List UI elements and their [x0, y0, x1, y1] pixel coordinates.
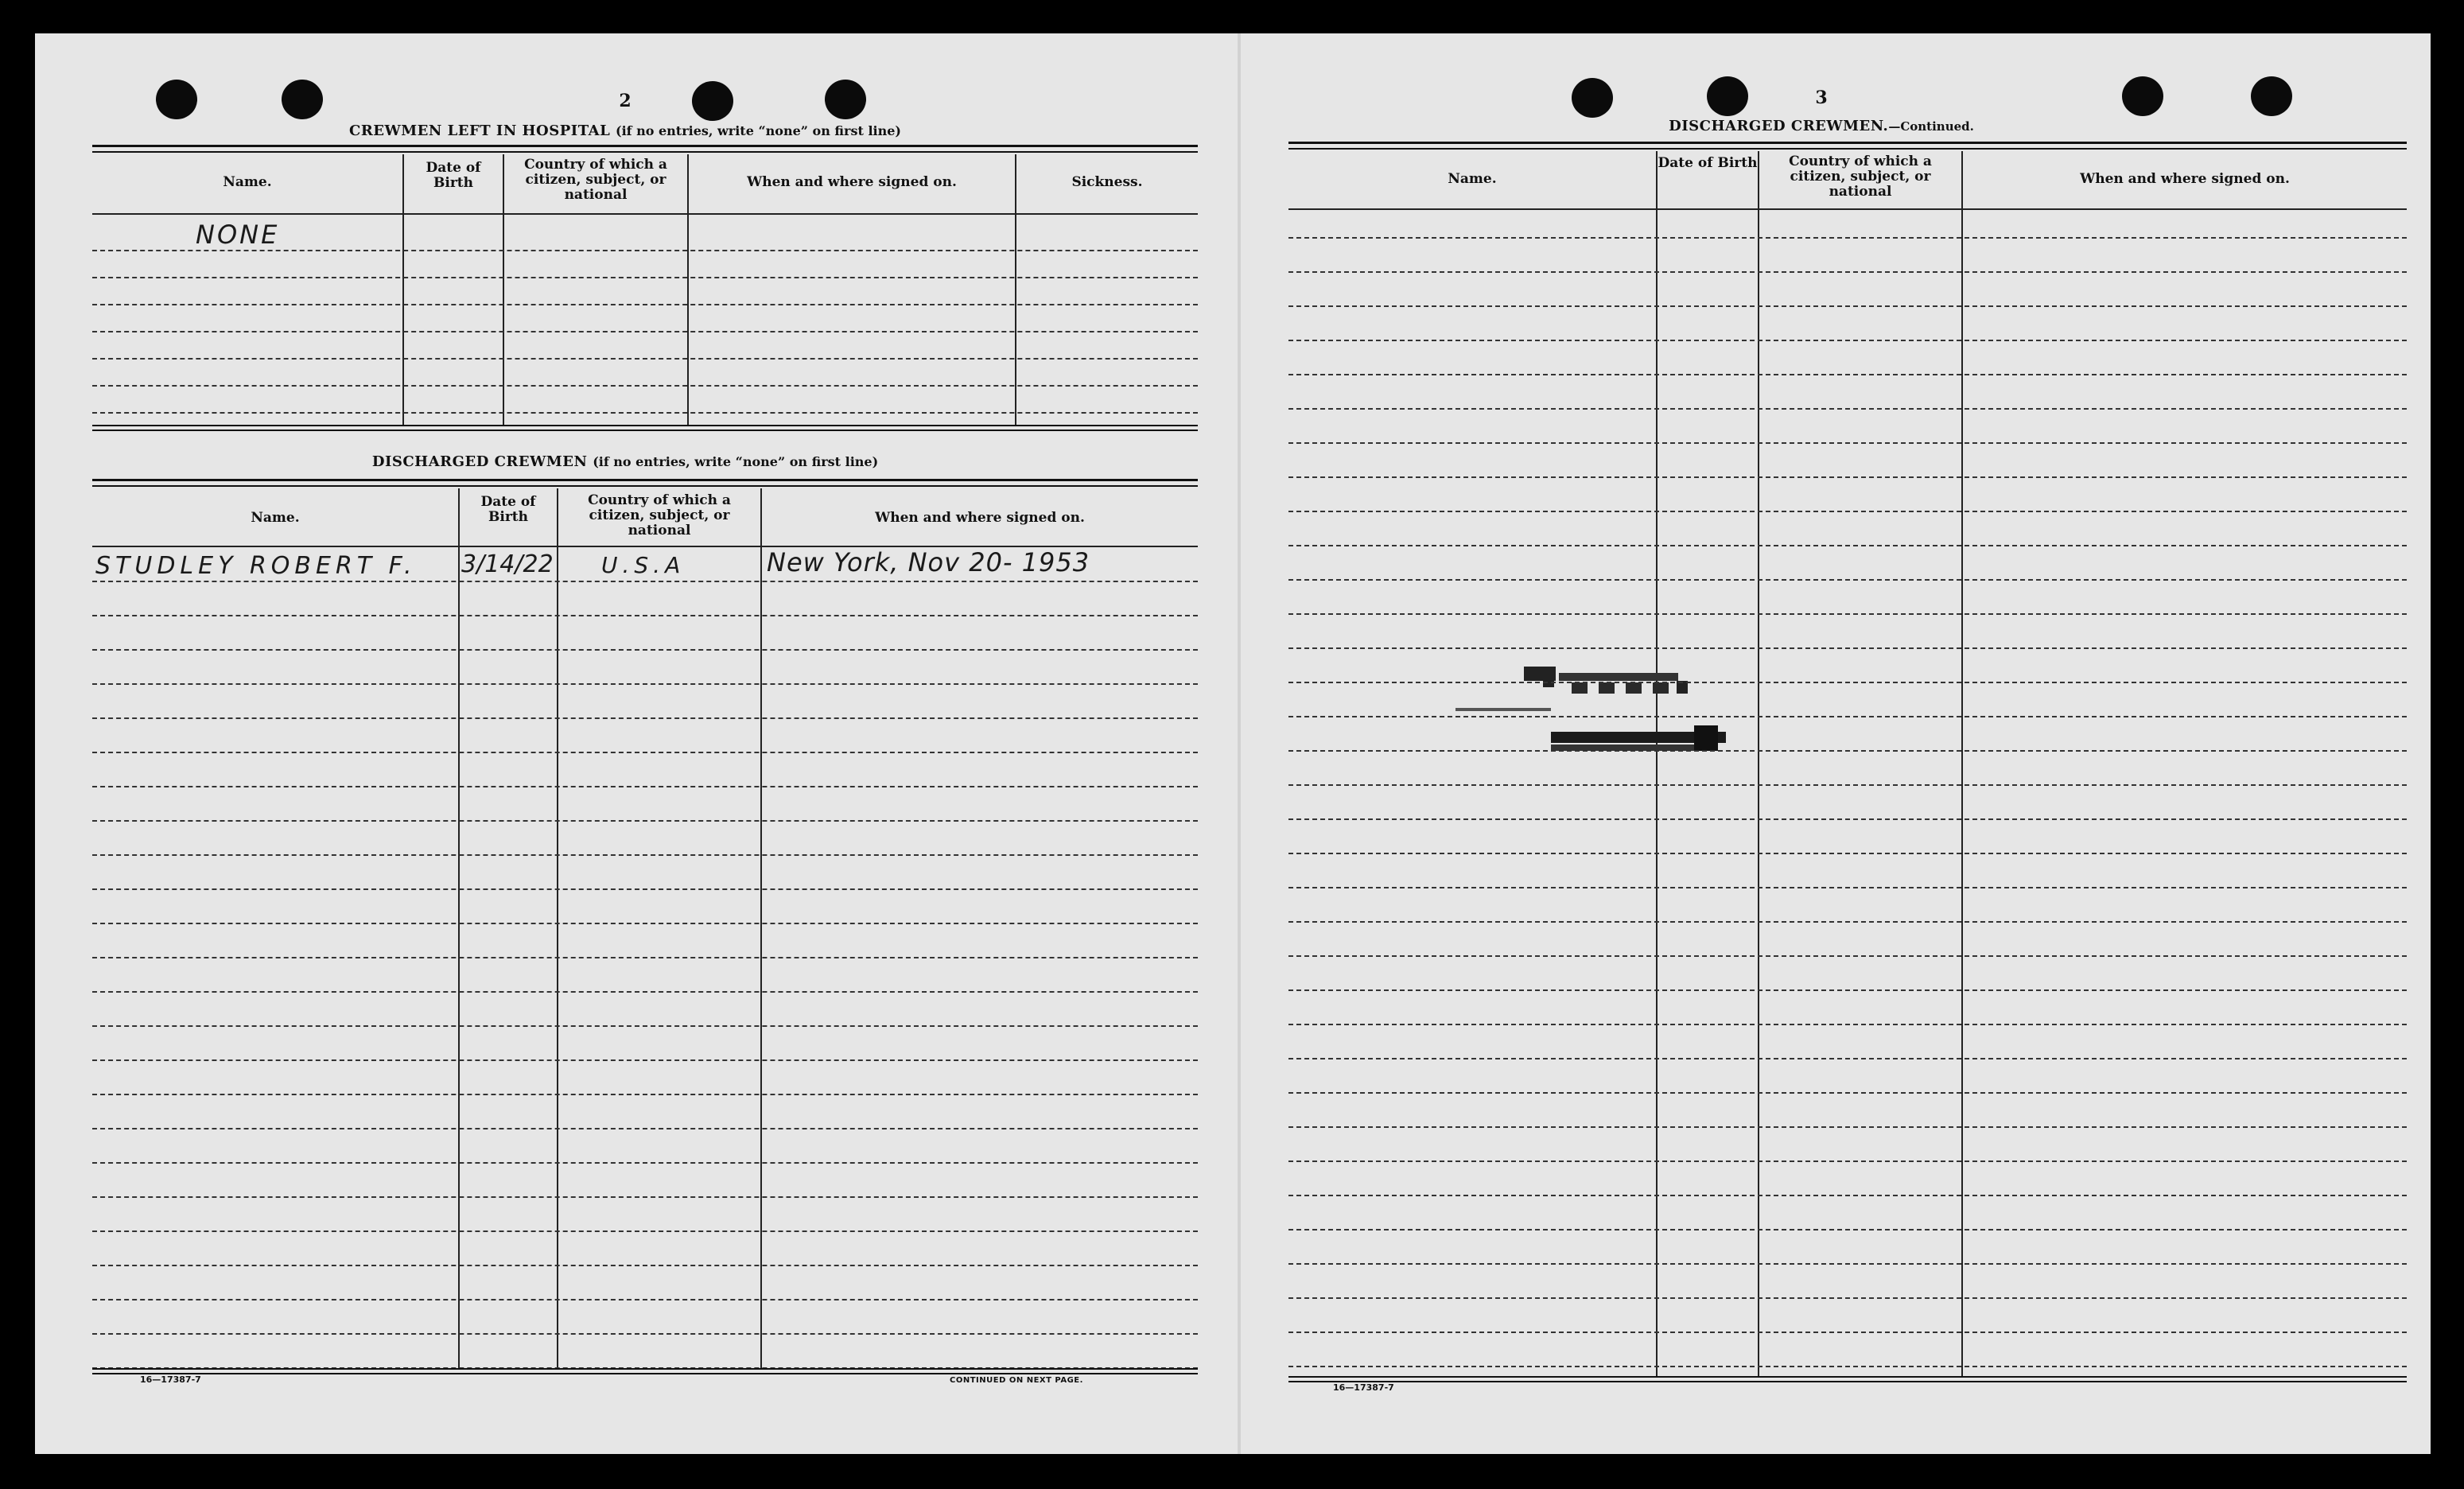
col-signed-on: When and where signed on. [747, 174, 957, 190]
col-name: Name. [251, 510, 300, 526]
ruled-line [92, 1025, 1198, 1027]
ruled-line [1288, 1160, 2407, 1162]
punch-hole [282, 80, 323, 119]
col-signed-on: When and where signed on. [2080, 171, 2290, 187]
top-rule-thin [1288, 148, 2407, 150]
ruled-line [92, 752, 1198, 753]
hospital-entry-none: NONE [196, 220, 280, 250]
ruled-line [92, 786, 1198, 787]
ruled-line [1288, 408, 2407, 410]
ruled-line [92, 1299, 1198, 1300]
ruled-line [92, 649, 1198, 651]
right-title-text: DISCHARGED CREWMEN. [1669, 118, 1889, 134]
ruled-line [1288, 647, 2407, 649]
ruled-line [92, 1094, 1198, 1095]
ruled-line [1288, 887, 2407, 888]
entry-date-of-birth: 3/14/22 [461, 550, 554, 578]
form-number: 16—17387-7 [140, 1374, 201, 1385]
ruled-line [92, 854, 1198, 856]
ruled-line [92, 717, 1198, 719]
ruled-line [1288, 818, 2407, 820]
hospital-table [92, 154, 1198, 426]
page-number: 3 [1815, 87, 1828, 108]
right-page [1241, 33, 2431, 1454]
hospital-subtitle-text: (if no entries, write “none” on first line) [616, 123, 901, 138]
ruled-line [92, 1230, 1198, 1232]
bottom-rule [92, 1368, 1198, 1370]
ruled-line [1288, 750, 2407, 752]
ruled-line [1288, 784, 2407, 786]
top-rule [92, 145, 1198, 147]
bottom-rule [1288, 1376, 2407, 1378]
discharged-subtitle-text: (if no entries, write “none” on first line) [593, 454, 879, 469]
continued-note: CONTINUED ON NEXT PAGE. [950, 1376, 1083, 1385]
ruled-line [1288, 989, 2407, 991]
ruled-line [92, 250, 1198, 251]
ruled-line [92, 358, 1198, 360]
punch-hole [1707, 76, 1748, 116]
ruled-line [1288, 305, 2407, 307]
col-date-of-birth: Date of Birth [480, 494, 536, 525]
ruled-line [92, 1265, 1198, 1266]
ruled-line [1288, 921, 2407, 923]
punch-hole [692, 81, 733, 121]
left-page [35, 33, 1241, 1454]
ink-smudge-mark [1432, 660, 1734, 787]
ruled-line [1288, 1024, 2407, 1025]
ruled-line [1288, 853, 2407, 854]
ruled-line [1288, 613, 2407, 615]
ruled-line [92, 412, 1198, 414]
ruled-line [92, 1196, 1198, 1198]
col-date-of-birth: Date of Birth [1658, 155, 1758, 171]
bottom-rule [92, 1373, 1198, 1374]
punch-hole [2122, 76, 2163, 116]
ruled-line [1288, 1366, 2407, 1367]
discharged-table [92, 488, 1198, 1370]
right-title-suffix: —Continued. [1888, 119, 1974, 134]
ruled-line [92, 331, 1198, 332]
ruled-line [1288, 237, 2407, 239]
ruled-line [92, 1162, 1198, 1164]
ruled-line [1288, 1263, 2407, 1265]
ruled-line [1288, 1332, 2407, 1333]
ruled-line [92, 923, 1198, 924]
ruled-line [92, 1059, 1198, 1061]
right-discharged-table [1288, 151, 2407, 1376]
col-country: Country of which a citizen, subject, or national [1789, 154, 1932, 200]
hospital-section-title [349, 122, 901, 139]
top-rule-thin [92, 151, 1198, 153]
bottom-rule [1288, 1381, 2407, 1382]
discharged-title-text: DISCHARGED CREWMEN [371, 453, 588, 470]
ruled-line [92, 1333, 1198, 1335]
right-section-title [1669, 118, 1974, 134]
col-name: Name. [223, 174, 272, 190]
ruled-line [1288, 271, 2407, 273]
ruled-line [1288, 1229, 2407, 1230]
discharged-top-rule-thin [92, 485, 1198, 487]
punch-hole [1572, 78, 1613, 118]
ruled-line [1288, 1092, 2407, 1094]
ruled-line [1288, 340, 2407, 341]
top-rule [1288, 142, 2407, 144]
section-rule [92, 430, 1198, 431]
ruled-line [1288, 442, 2407, 444]
section-rule [92, 425, 1198, 426]
ruled-line [92, 615, 1198, 616]
discharged-section-title [372, 453, 878, 470]
col-date-of-birth: Date of Birth [426, 160, 481, 191]
punch-hole [156, 80, 197, 119]
entry-name: STUDLEY ROBERT F. [95, 552, 417, 580]
col-country: Country of which a citizen, subject, or national [524, 157, 667, 203]
ruled-line [92, 683, 1198, 685]
ruled-line [92, 1128, 1198, 1129]
ruled-line [1288, 511, 2407, 512]
ruled-line [1288, 1297, 2407, 1299]
ruled-line [92, 991, 1198, 993]
col-country: Country of which a citizen, subject, or national [588, 492, 731, 538]
ruled-line [1288, 955, 2407, 957]
ruled-line [92, 304, 1198, 305]
ruled-line [1288, 716, 2407, 717]
page-number: 2 [619, 91, 632, 111]
ruled-line [92, 277, 1198, 278]
ruled-line [1288, 374, 2407, 375]
ruled-line [1288, 1126, 2407, 1128]
ruled-line [92, 957, 1198, 958]
entry-signed-on: New York, Nov 20- 1953 [767, 547, 1090, 577]
punch-hole [2251, 76, 2292, 116]
punch-hole [825, 80, 866, 119]
ruled-line [92, 385, 1198, 387]
col-name: Name. [1448, 171, 1497, 187]
entry-country: U.S.A [601, 552, 686, 578]
ruled-line [1288, 1058, 2407, 1059]
ruled-line [1288, 682, 2407, 683]
ruled-line [92, 820, 1198, 822]
hospital-title-text: CREWMEN LEFT IN HOSPITAL [349, 122, 611, 139]
ruled-line [1288, 1195, 2407, 1196]
ruled-line [1288, 545, 2407, 546]
ruled-line [1288, 579, 2407, 581]
ruled-line [1288, 476, 2407, 478]
ruled-line [92, 888, 1198, 890]
col-sickness: Sickness. [1071, 174, 1143, 190]
discharged-top-rule [92, 479, 1198, 481]
ruled-line [92, 581, 1198, 582]
form-number: 16—17387-7 [1333, 1382, 1394, 1393]
col-signed-on: When and where signed on. [875, 510, 1085, 526]
